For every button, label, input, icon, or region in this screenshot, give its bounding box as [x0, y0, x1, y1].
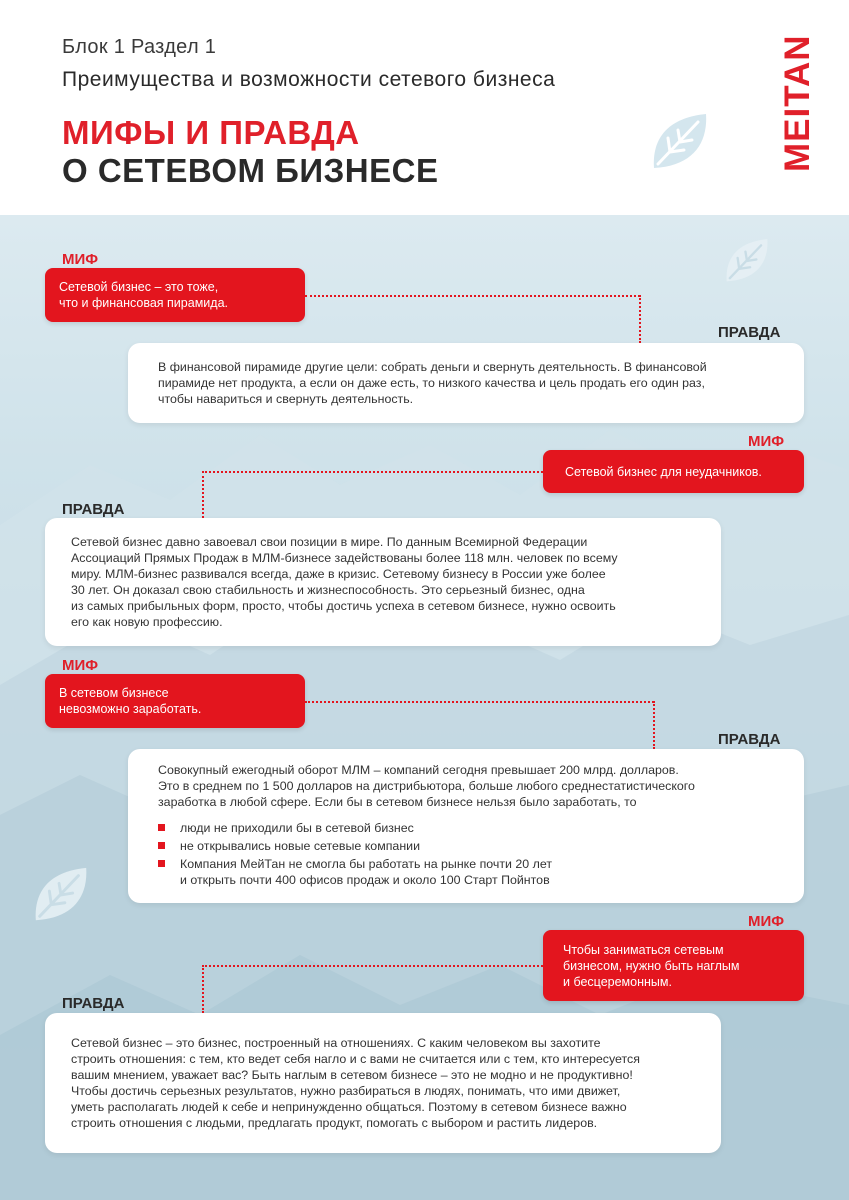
myth-label: МИФ — [62, 657, 99, 674]
myth-line: что и финансовая пирамида. — [59, 296, 228, 310]
truth-line: вашим мнением, уважает вас? Быть наглым в сетевом бизнесе – это не модно и не продуктивно! — [71, 1068, 633, 1082]
list-item: Компания МейТан не смогла бы работать на рынке почти 20 лет и открыть почти 400 офисов продаж и около 100 Старт Пойнтов — [180, 856, 784, 888]
truth-label: ПРАВДА — [718, 731, 781, 748]
myth-box — [45, 268, 305, 322]
connector-line — [202, 965, 543, 967]
truth-line: чтобы навариться и свернуть деятельность. — [158, 392, 414, 406]
connector-line — [639, 295, 641, 343]
myth-label: МИФ — [62, 251, 99, 268]
truth-label: ПРАВДА — [62, 501, 125, 518]
truth-line: Это в среднем по 1 500 долларов на дистрибьютора, больше любого среднестатистического — [158, 779, 695, 793]
myth-line: В сетевом бизнесе — [59, 686, 169, 700]
page-title-dark: О СЕТЕВОМ БИЗНЕСЕ — [62, 152, 439, 189]
list-item: не открывались новые сетевые компании — [180, 838, 784, 854]
myth-line: Сетевой бизнес – это тоже, — [59, 280, 219, 294]
myth-label: МИФ — [748, 913, 785, 930]
brand-logo: MEITAN — [778, 34, 817, 172]
myth-line: бизнесом, нужно быть наглым — [563, 958, 740, 973]
page-title-red: МИФЫ И ПРАВДА — [62, 114, 360, 151]
myth-box — [543, 450, 804, 493]
block-section-label: Блок 1 Раздел 1 — [62, 36, 217, 58]
myth-box — [543, 930, 804, 1001]
myth-box — [45, 674, 305, 728]
myth-line: Сетевой бизнес для неудачников. — [565, 464, 762, 479]
truth-line: пирамиде нет продукта, а если он даже есть, то низкого качества и цель продать его один раз, — [158, 376, 705, 390]
truth-box — [45, 1013, 721, 1153]
myth-line: и бесцеремонным. — [563, 974, 672, 989]
page-subtitle: Преимущества и возможности сетевого бизнеса — [62, 68, 556, 91]
truth-line: Совокупный ежегодный оборот МЛМ – компаний сегодня превышает 200 млрд. долларов. — [158, 763, 679, 777]
list-item: люди не приходили бы в сетевой бизнес — [180, 820, 784, 836]
truth-line: Сетевой бизнес давно завоевал свои позиции в мире. По данным Всемирной Федерации — [71, 535, 588, 549]
leaf-icon — [648, 110, 712, 174]
truth-bullet-list — [158, 818, 784, 890]
myth-line: невозможно заработать. — [59, 702, 202, 716]
truth-line: Чтобы достичь серьезных результатов, нужно разбираться в людях, понимать, что ими движет, — [71, 1084, 621, 1098]
truth-box — [128, 749, 804, 903]
bullet-square-icon — [158, 824, 165, 831]
truth-line: Сетевой бизнес – это бизнес, построенный на отношениях. С каким человеком вы захотите — [71, 1036, 601, 1050]
truth-line: В финансовой пирамиде другие цели: собрать деньги и свернуть деятельность. В финансовой — [158, 360, 707, 374]
truth-line: строить отношения: с тем, кто ведет себя нагло и с вами не считается или с тем, кто интересуется — [71, 1052, 640, 1066]
connector-line — [653, 701, 655, 749]
truth-line: 30 лет. Он доказал свою стабильность и жизнеспособность. Это серьезный бизнес, одна — [71, 583, 585, 597]
bullet-square-icon — [158, 860, 165, 867]
connector-line — [202, 471, 543, 473]
leaf-icon — [722, 236, 772, 286]
truth-line: его как новую профессию. — [71, 615, 223, 629]
truth-line: заработка в любой сфере. Если бы в сетевом бизнесе нельзя было заработать, то — [158, 795, 637, 809]
truth-line: миру. МЛМ-бизнес развивался всегда, даже в кризис. Сетевому бизнесу в России уже более — [71, 567, 606, 581]
connector-line — [305, 295, 640, 297]
connector-line — [305, 701, 654, 703]
truth-box — [128, 343, 804, 423]
myth-label: МИФ — [748, 433, 785, 450]
truth-box — [45, 518, 721, 646]
page-header — [0, 0, 849, 215]
truth-label: ПРАВДА — [718, 324, 781, 341]
truth-line: строить отношения с людьми, предлагать продукт, помогать с выбором и растить лидеров. — [71, 1116, 598, 1130]
truth-line: уметь располагать людей к себе и непринужденно общаться. Поэтому в сетевом бизнесе важно — [71, 1100, 627, 1114]
bullet-square-icon — [158, 842, 165, 849]
truth-line: Ассоциаций Прямых Продаж в МЛМ-бизнесе задействованы более 118 млн. человек по всему — [71, 551, 618, 565]
myth-line: Чтобы заниматься сетевым — [563, 942, 724, 957]
truth-label: ПРАВДА — [62, 995, 125, 1012]
connector-line — [202, 471, 204, 518]
truth-line: из самых прибыльных форм, просто, чтобы достичь успеха в сетевом бизнесе, нужно освоить — [71, 599, 616, 613]
connector-line — [202, 965, 204, 1013]
leaf-icon — [30, 864, 92, 926]
